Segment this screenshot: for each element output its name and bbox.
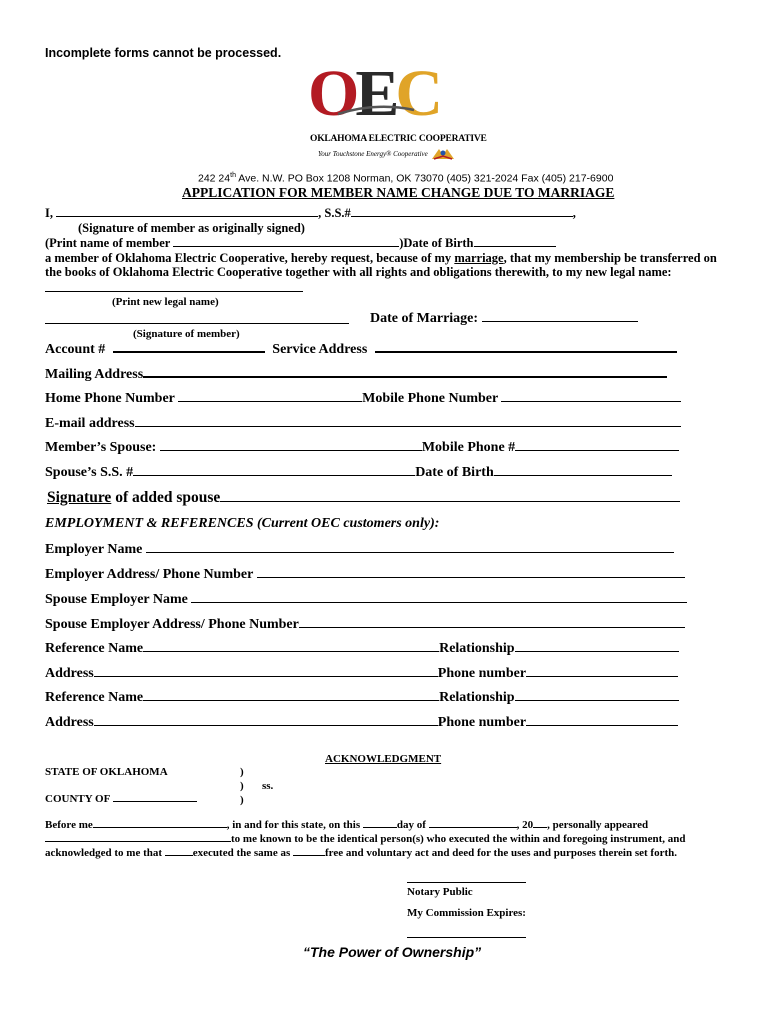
spouse-signature-row: Signature of added spouse bbox=[47, 489, 680, 507]
new-legal-name-field[interactable] bbox=[45, 291, 303, 292]
print-name-row: (Print name of member )Date of Birth bbox=[45, 236, 556, 251]
member-signature-field[interactable] bbox=[45, 323, 349, 324]
employer-address-row: Employer Address/ Phone Number bbox=[45, 567, 685, 583]
reference-1-address-row: Address Phone number bbox=[45, 666, 678, 682]
ack-line-1: Before me , in and for this state, on this day of , 20 , personally appeared bbox=[45, 819, 649, 831]
notary-public-label: Notary Public bbox=[407, 886, 473, 898]
logo-letter-o: O bbox=[308, 57, 356, 130]
spouse-employer-address-field[interactable] bbox=[299, 626, 685, 628]
spouse-mobile-field[interactable] bbox=[515, 449, 679, 451]
mailing-address-field[interactable] bbox=[143, 376, 667, 378]
new-legal-name-caption: (Print new legal name) bbox=[112, 296, 219, 308]
account-row: Account # Service Address bbox=[45, 342, 677, 358]
county-row: COUNTY OF bbox=[45, 793, 197, 805]
spouse-ss-row: Spouse’s S.S. # Date of Birth bbox=[45, 465, 672, 481]
ack-line-2: to me known to be the identical person(s) who executed the within and foregoing instrument, and bbox=[45, 833, 685, 845]
ack-line-3: acknowledged to me that executed the same as free and voluntary act and deed for the uses and purposes therein set forth. bbox=[45, 847, 677, 859]
slogan: “The Power of Ownership” bbox=[303, 944, 482, 960]
reference-2-relationship-field[interactable] bbox=[515, 699, 679, 701]
spouse-employer-row: Spouse Employer Name bbox=[45, 592, 687, 608]
spouse-name-field[interactable] bbox=[160, 449, 422, 451]
notary-name-field[interactable] bbox=[93, 826, 227, 828]
oec-logo bbox=[306, 56, 487, 166]
request-body-line-2: the books of Oklahoma Electric Cooperative together with all rights and obligations therewith, to my new legal name: bbox=[45, 265, 672, 279]
county-field[interactable] bbox=[113, 800, 197, 802]
mobile-phone-field[interactable] bbox=[501, 400, 681, 402]
email-row: E-mail address bbox=[45, 416, 681, 432]
paren-3: ) bbox=[240, 794, 244, 806]
logo-letter-e: E bbox=[355, 57, 396, 130]
member-signature-caption: (Signature of member) bbox=[133, 328, 240, 340]
notary-signature-field[interactable] bbox=[407, 882, 526, 883]
spouse-row: Member’s Spouse: Mobile Phone # bbox=[45, 440, 679, 456]
spouse-ss-field[interactable] bbox=[133, 474, 415, 476]
ack-year-field[interactable] bbox=[533, 826, 547, 828]
signature-original-field[interactable] bbox=[56, 215, 318, 217]
request-body-line-1: a member of Oklahoma Electric Cooperative, hereby request, because of my marriage, that my membership be transferred on bbox=[45, 251, 717, 265]
email-field[interactable] bbox=[135, 425, 681, 427]
spouse-employer-address-row: Spouse Employer Address/ Phone Number bbox=[45, 617, 685, 633]
touchstone-energy-icon bbox=[430, 147, 456, 161]
ack-pronoun-field-1[interactable] bbox=[165, 854, 193, 856]
commission-expires-field[interactable] bbox=[407, 937, 526, 938]
reference-1-relationship-field[interactable] bbox=[515, 650, 679, 652]
reference-1-row: Reference Name Relationship bbox=[45, 641, 679, 657]
reference-2-name-field[interactable] bbox=[143, 699, 439, 701]
logo-letter-c: C bbox=[395, 57, 440, 130]
print-name-field[interactable] bbox=[173, 245, 399, 247]
phone-row: Home Phone Number Mobile Phone Number bbox=[45, 391, 681, 407]
employment-heading: EMPLOYMENT & REFERENCES (Current OEC customers only): bbox=[45, 516, 440, 531]
acknowledgment-heading: ACKNOWLEDGMENT bbox=[325, 753, 442, 765]
spouse-signature-field[interactable] bbox=[220, 500, 680, 502]
employer-address-field[interactable] bbox=[257, 576, 685, 578]
ack-day-field[interactable] bbox=[363, 826, 397, 828]
date-of-marriage-field[interactable] bbox=[482, 320, 638, 322]
reference-2-row: Reference Name Relationship bbox=[45, 690, 679, 706]
reference-1-name-field[interactable] bbox=[143, 650, 439, 652]
state-label: STATE OF OKLAHOMA bbox=[45, 766, 168, 778]
logo-swoosh-icon bbox=[336, 104, 416, 118]
member-dob-field[interactable] bbox=[474, 245, 556, 247]
reference-2-address-field[interactable] bbox=[94, 724, 438, 726]
service-address-field[interactable] bbox=[375, 351, 677, 353]
reference-1-address-field[interactable] bbox=[94, 675, 438, 677]
spouse-dob-field[interactable] bbox=[494, 474, 672, 476]
spouse-employer-field[interactable] bbox=[191, 601, 687, 603]
incomplete-notice: Incomplete forms cannot be processed. bbox=[45, 46, 282, 60]
home-phone-field[interactable] bbox=[178, 400, 362, 402]
appeared-person-field[interactable] bbox=[45, 840, 231, 842]
logo-company-name: OKLAHOMA ELECTRIC COOPERATIVE bbox=[310, 134, 487, 144]
signature-original-caption: (Signature of member as originally signed) bbox=[78, 221, 305, 235]
paren-2: ) bbox=[240, 780, 244, 792]
date-of-marriage-row: Date of Marriage: bbox=[370, 311, 638, 327]
reference-2-address-row: Address Phone number bbox=[45, 715, 678, 731]
ss-label: ss. bbox=[262, 780, 274, 792]
mailing-address-row: Mailing Address bbox=[45, 367, 667, 383]
ack-month-field[interactable] bbox=[429, 826, 517, 828]
employer-name-row: Employer Name bbox=[45, 542, 674, 558]
employer-name-field[interactable] bbox=[146, 551, 674, 553]
commission-expires-label: My Commission Expires: bbox=[407, 907, 526, 919]
ack-pronoun-field-2[interactable] bbox=[293, 854, 325, 856]
paren-1: ) bbox=[240, 766, 244, 778]
form-title: APPLICATION FOR MEMBER NAME CHANGE DUE TO MARRIAGE bbox=[182, 185, 615, 200]
ss-number-field[interactable] bbox=[351, 215, 573, 217]
reference-1-phone-field[interactable] bbox=[526, 675, 678, 677]
address-line: 242 24th Ave. N.W. PO Box 1208 Norman, OK 73070 (405) 321-2024 Fax (405) 217-6900 bbox=[198, 172, 614, 185]
account-number-field[interactable] bbox=[113, 351, 265, 353]
signature-original-row: I, , S.S.# , bbox=[45, 206, 576, 220]
logo-tagline: Your Touchstone Energy® Cooperative bbox=[318, 150, 428, 158]
reference-2-phone-field[interactable] bbox=[526, 724, 678, 726]
